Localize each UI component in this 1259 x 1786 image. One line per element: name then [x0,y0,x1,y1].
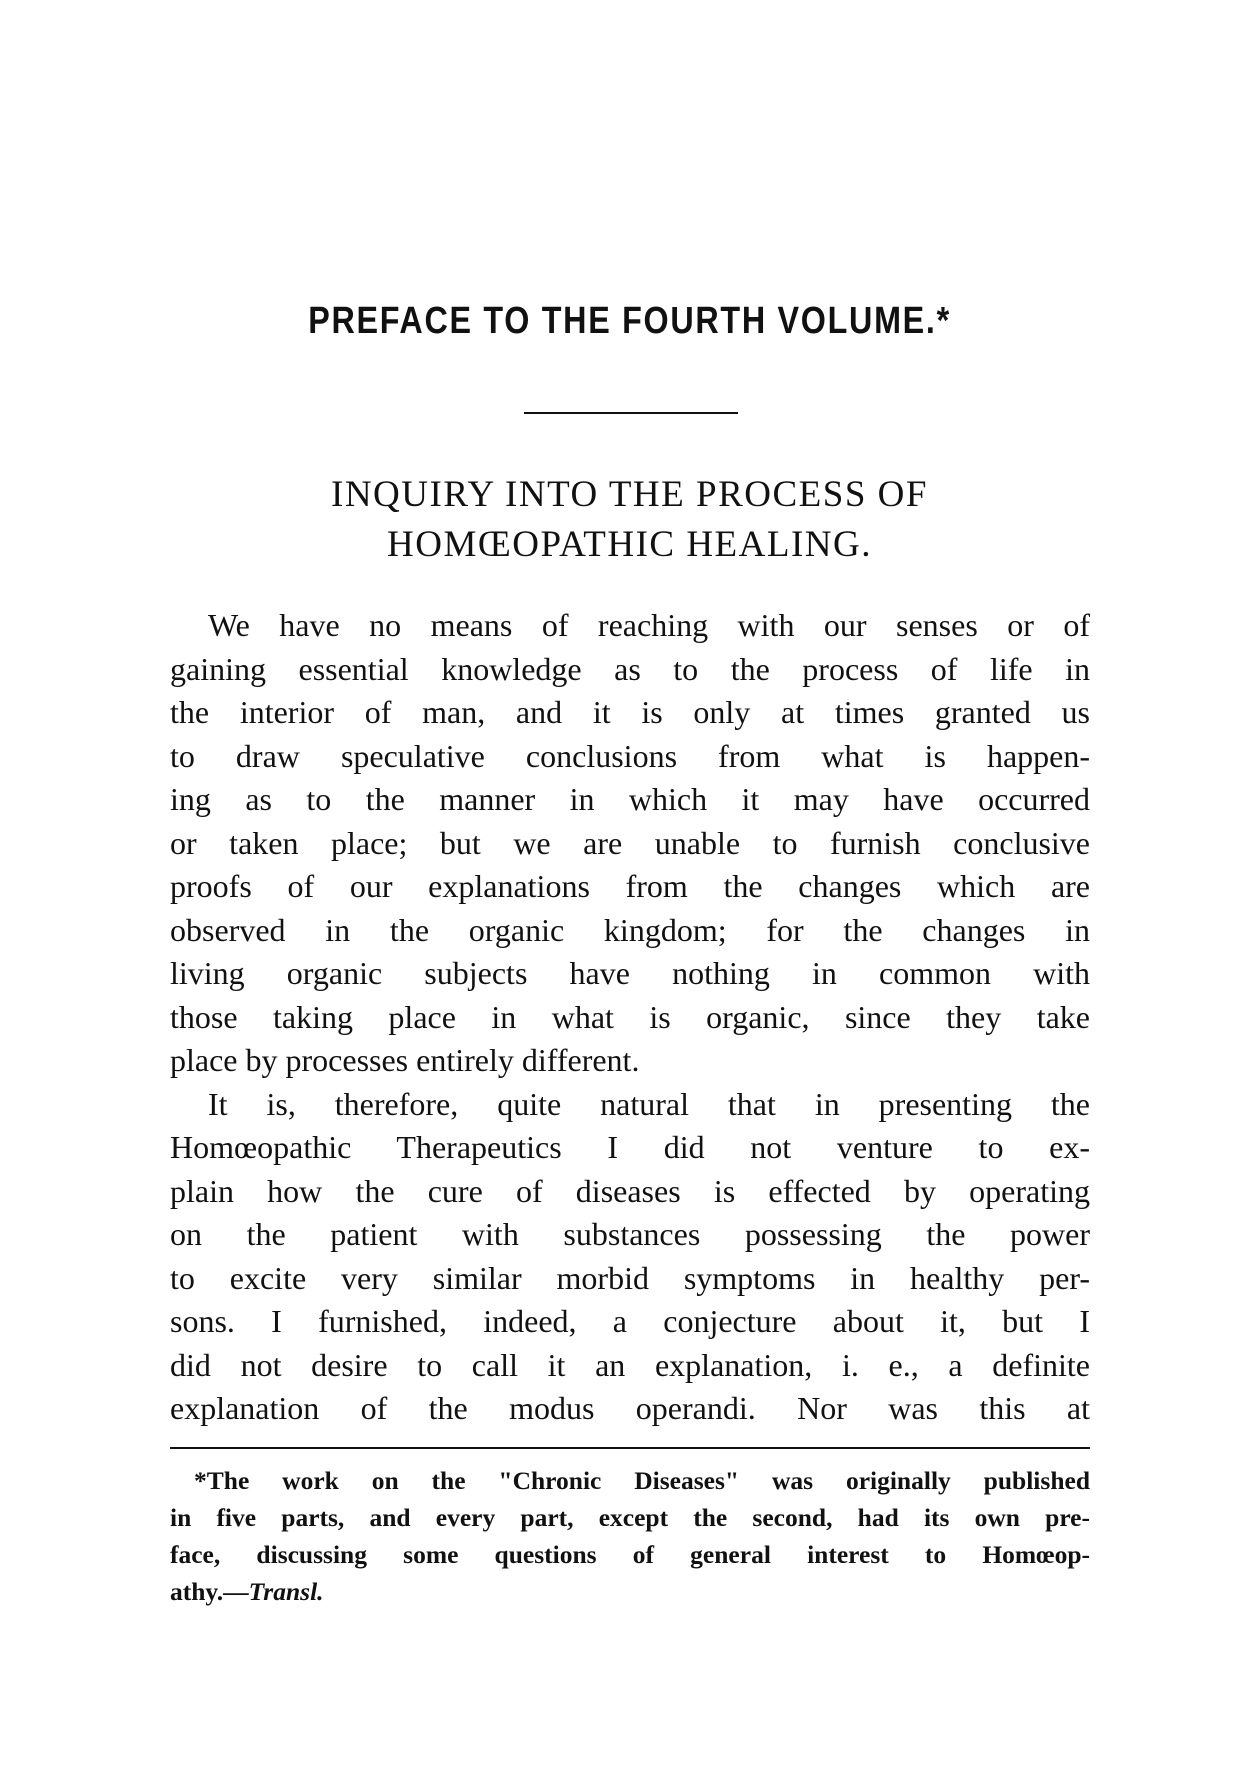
footnote-line: face, discussing some questions of general interest to Homœop- [170,1540,1090,1569]
footnote [170,1462,1090,1610]
text-line: those taking place in what is organic, since they take [170,998,1090,1035]
text-line: explanation of the modus operandi. Nor was this at [170,1390,1090,1426]
translator-attribution: Transl. [248,1577,324,1606]
text-line: to draw speculative conclusions from what is happen- [170,737,1090,774]
text-line: Homœopathic Therapeutics I did not venture to ex- [170,1129,1090,1165]
footnote-line: in five parts, and every part, except the second, had its own pre- [170,1503,1090,1532]
section-heading [0,470,1259,570]
text-line: proofs of our explanations from the changes which are [170,868,1090,904]
text-line: living organic subjects have nothing in common with [170,955,1090,991]
page-title: PREFACE TO THE FOURTH VOLUME.* [308,300,951,342]
text-line: did not desire to call it an explanation, i. e., a definite [170,1346,1090,1383]
text-line: plain how the cure of diseases is effected by operating [170,1172,1090,1209]
footnote-last-line [170,1573,1090,1610]
section-heading-line: HOMŒOPATHIC HEALING. [387,524,872,565]
footnote-line-text: athy.— [170,1577,249,1606]
footnote-line: *The work on the "Chronic Diseases" was originally published [194,1466,1090,1495]
title-divider [524,412,738,414]
text-line: the interior of man, and it is only at times granted us [170,694,1090,730]
text-line: ing as to the manner in which it may have occurred [170,781,1090,817]
text-line: on the patient with substances possessing the power [170,1216,1090,1252]
section-heading-line: INQUIRY INTO THE PROCESS OF [331,474,928,515]
text-line: sons. I furnished, indeed, a conjecture about it, but I [170,1303,1090,1339]
text-line: to excite very similar morbid symptoms in healthy per- [170,1259,1090,1296]
text-line: gaining essential knowledge as to the process of life in [170,650,1090,687]
footnote-divider [170,1447,1090,1449]
text-line: or taken place; but we are unable to furnish conclusive [170,824,1090,861]
text-line: It is, therefore, quite natural that in presenting the [208,1085,1090,1122]
text-line: place by processes entirely different. [170,1042,640,1078]
text-line: observed in the organic kingdom; for the changes in [170,911,1090,948]
text-line: We have no means of reaching with our senses or of [208,607,1090,643]
body-text [170,604,1090,1431]
